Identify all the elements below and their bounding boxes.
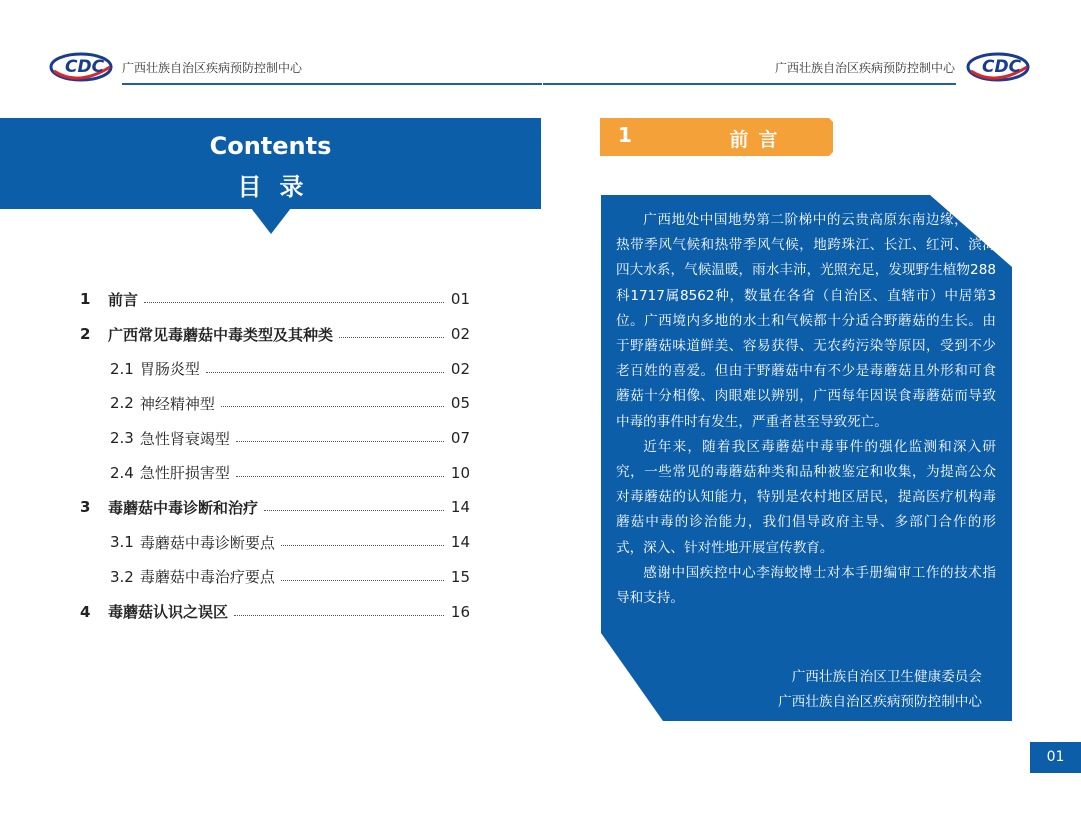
toc-entry[interactable] — [80, 594, 470, 629]
page-number: 01 — [1030, 742, 1081, 773]
contents-title-en: Contents — [209, 132, 332, 160]
toc-number: 3.2 — [110, 567, 134, 586]
toc-page: 14 — [450, 498, 470, 517]
contents-title-zh: 目录 — [237, 173, 322, 201]
org-name-right: 广西壮族自治区疾病预防控制中心 — [774, 61, 955, 75]
toc-number: 3.1 — [110, 533, 134, 552]
section-title: 前言 — [729, 129, 788, 151]
toc-entry[interactable] — [80, 351, 470, 386]
toc-number: 3 — [80, 498, 91, 517]
section-title-wrap — [650, 118, 833, 156]
toc-label: 胃肠炎型 — [139, 360, 200, 379]
toc-entry[interactable] — [80, 386, 470, 421]
preface-paragraph: 广西地处中国地势第二阶梯中的云贵高原东南边缘，属亚热带季风气候和热带季风气候，地跨珠江、长江、红河、滨海四大水系，气候温暖，雨水丰沛，光照充足，发现野生植物288科1717属8562种，数量在各省（自治区、直辖市）中居第3位。广西境内多地的水土和气候都十分适合野蘑菇的生长。由于野蘑菇味道鲜美、容易获得、无农药污染等原因，受到不少老百姓的喜爱。但由于野蘑菇中有不少是毒蘑菇且外形和可食蘑菇十分相像、肉眼难以辨别，广西每年因误食毒蘑菇而导致中毒的事件时有发生，严重者甚至导致死亡。 — [616, 212, 996, 430]
org-name-left: 广西壮族自治区疾病预防控制中心 — [122, 61, 303, 75]
toc-page: 01 — [450, 290, 470, 309]
toc-page: 02 — [450, 325, 470, 344]
toc-label: 神经精神型 — [139, 394, 215, 413]
toc-entry[interactable] — [80, 560, 470, 595]
toc-number: 4 — [80, 602, 91, 621]
header-rule-left — [122, 83, 542, 85]
toc-entry[interactable] — [80, 490, 470, 525]
toc-page: 16 — [450, 602, 470, 621]
toc-leader-dots — [281, 579, 444, 581]
toc-label: 毒蘑菇认识之误区 — [108, 603, 229, 622]
toc-entry[interactable] — [80, 455, 470, 490]
toc-entry[interactable] — [80, 282, 470, 317]
signature-health-commission: 广西壮族自治区卫生健康委员会 — [791, 669, 982, 685]
toc-entry[interactable] — [80, 317, 470, 352]
toc-number: 2.1 — [110, 359, 134, 378]
toc-label: 毒蘑菇中毒治疗要点 — [139, 568, 275, 587]
preface-paragraph: 感谢中国疾控中心李海蛟博士对本手册编审工作的技术指导和支持。 — [616, 564, 996, 607]
toc-leader-dots — [339, 336, 444, 338]
cdc-logo — [963, 47, 1033, 83]
toc-leader-dots — [281, 544, 444, 546]
header-rule-right — [543, 83, 956, 85]
preface-paragraph: 近年来，随着我区毒蘑菇中毒事件的强化监测和深入研究，一些常见的毒蘑菇种类和品种被鉴定和收集，为提高公众对毒蘑菇的认知能力，特别是农村地区居民，提高医疗机构毒蘑菇中毒的诊治能力，我们倡导政府主导、多部门合作的形式，深入、针对性地开展宣传教育。 — [616, 438, 996, 556]
toc-number: 2.4 — [110, 463, 134, 482]
toc-number: 2.3 — [110, 429, 134, 448]
preface-text — [616, 208, 996, 611]
toc-leader-dots — [236, 475, 444, 477]
signature-cdc: 广西壮族自治区疾病预防控制中心 — [778, 694, 982, 710]
toc-leader-dots — [206, 371, 444, 373]
svg-text:CDC: CDC — [982, 57, 1022, 77]
toc-leader-dots — [221, 405, 444, 407]
toc-number: 2.2 — [110, 394, 134, 413]
toc-label: 前言 — [108, 290, 139, 309]
toc-label: 广西常见毒蘑菇中毒类型及其种类 — [108, 325, 334, 344]
cdc-logo — [48, 47, 118, 83]
banner-pointer — [251, 208, 291, 234]
contents-banner — [0, 118, 541, 209]
toc-leader-dots — [234, 614, 444, 616]
toc-page: 15 — [450, 567, 470, 586]
table-of-contents — [80, 282, 470, 629]
toc-page: 02 — [450, 359, 470, 378]
toc-label: 毒蘑菇中毒诊断要点 — [139, 533, 275, 552]
toc-label: 急性肾衰竭型 — [139, 429, 230, 448]
toc-leader-dots — [264, 509, 444, 511]
preface-signature — [778, 665, 982, 715]
toc-number: 2 — [80, 325, 91, 344]
svg-text:CDC: CDC — [65, 57, 105, 77]
toc-number: 1 — [80, 290, 91, 309]
toc-page: 10 — [450, 463, 470, 482]
toc-page: 05 — [450, 394, 470, 413]
toc-entry[interactable] — [80, 525, 470, 560]
section-number: 1 — [618, 123, 632, 147]
toc-label: 急性肝损害型 — [139, 464, 230, 483]
toc-page: 14 — [450, 533, 470, 552]
toc-leader-dots — [144, 301, 444, 303]
toc-page: 07 — [450, 429, 470, 448]
toc-leader-dots — [236, 440, 444, 442]
toc-label: 毒蘑菇中毒诊断和治疗 — [108, 498, 259, 517]
toc-entry[interactable] — [80, 421, 470, 456]
